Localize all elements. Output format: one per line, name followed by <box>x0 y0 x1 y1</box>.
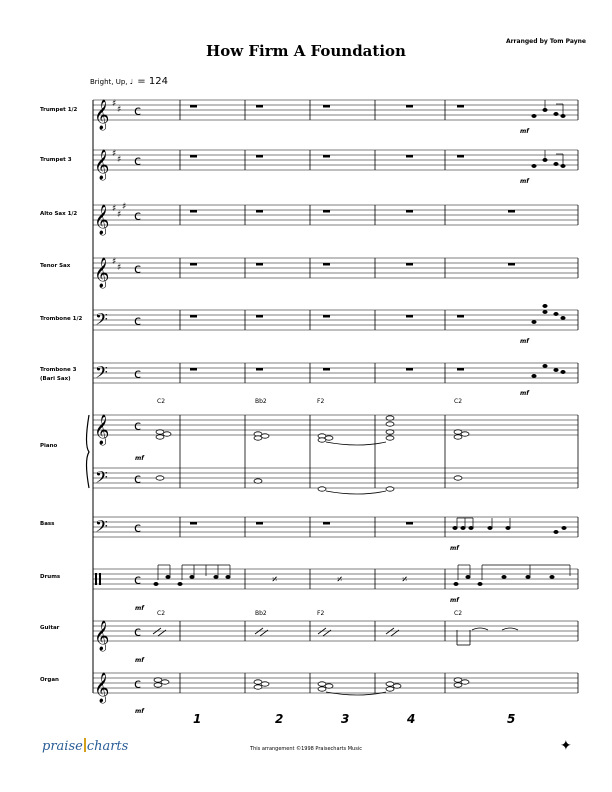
svg-text:c: c <box>134 521 142 536</box>
label-trumpet-3: Trumpet 3 <box>40 157 72 163</box>
chord-symbol: Bb2 <box>255 610 267 617</box>
dynamic-marking: mf <box>520 390 529 397</box>
staff-tenor-sax <box>93 258 578 278</box>
treble-clef-icon <box>94 99 109 704</box>
svg-text:c: c <box>134 209 142 224</box>
staff-guitar <box>93 621 578 641</box>
staff-trombone-3 <box>93 363 578 383</box>
tempo-text: Bright, Up, <box>90 78 128 86</box>
dynamic-marking: mf <box>520 178 529 185</box>
svg-text:♯: ♯ <box>117 105 122 115</box>
staff-trumpet-12 <box>93 100 578 120</box>
staff-trombone-12 <box>93 310 578 330</box>
barlines <box>180 100 578 693</box>
arranger-credit: Arranged by Tom Payne <box>505 38 586 45</box>
quarter-note-icon: ♩ <box>129 78 134 86</box>
staff-piano-bass <box>93 468 578 488</box>
label-bass: Bass <box>40 521 55 527</box>
time-signature <box>134 104 141 692</box>
label-bari-sax: (Bari Sax) <box>40 376 71 382</box>
dynamic-marking: mf <box>520 128 529 135</box>
dynamic-marking: mf <box>450 597 459 604</box>
chord-symbol: C2 <box>454 398 463 405</box>
svg-text:♯: ♯ <box>112 149 117 159</box>
bass-notes <box>453 518 566 534</box>
logo-text-right: charts <box>86 739 129 754</box>
measure-number: 3 <box>341 712 350 726</box>
svg-text:c: c <box>134 573 142 588</box>
svg-text:♯: ♯ <box>112 204 117 214</box>
dynamic-marking: mf <box>135 657 144 664</box>
label-tenor-sax: Tenor Sax <box>40 263 71 269</box>
measure-number: 5 <box>507 712 516 726</box>
svg-text:c: c <box>134 472 142 487</box>
svg-text:c: c <box>134 314 142 329</box>
publisher-mark-icon: ✦ <box>560 738 572 754</box>
svg-text:♯: ♯ <box>117 155 122 165</box>
chord-symbol: C2 <box>454 610 463 617</box>
chord-symbol: C2 <box>157 398 166 405</box>
svg-text:𝄢: 𝄢 <box>95 467 108 491</box>
chord-symbol: C2 <box>157 610 166 617</box>
svg-text:𝄢: 𝄢 <box>95 309 108 333</box>
logo-text-left: praise <box>42 739 83 754</box>
staff-drums <box>93 569 578 589</box>
label-alto-sax: Alto Sax 1/2 <box>40 211 78 217</box>
svg-text:𝄞: 𝄞 <box>94 673 110 703</box>
svg-text:𝄎: 𝄎 <box>272 573 278 586</box>
svg-text:♯: ♯ <box>117 210 122 220</box>
organ-chords <box>154 678 469 695</box>
copyright-notice: This arrangement ©1998 Praisecharts Music <box>250 746 362 752</box>
chord-symbol: Bb2 <box>255 398 267 405</box>
dynamic-marking: mf <box>135 708 144 715</box>
svg-text:𝄞: 𝄞 <box>94 621 110 651</box>
label-drums: Drums <box>40 574 61 580</box>
label-organ: Organ <box>40 677 59 683</box>
svg-text:𝄞: 𝄞 <box>94 415 110 445</box>
label-trombone-12: Trombone 1/2 <box>40 316 83 322</box>
svg-text:♯: ♯ <box>112 257 117 267</box>
svg-text:𝄞: 𝄞 <box>94 258 110 288</box>
svg-text:c: c <box>134 625 142 640</box>
svg-text:♯: ♯ <box>122 202 127 212</box>
label-trumpet-12: Trumpet 1/2 <box>40 107 78 113</box>
svg-text:c: c <box>134 677 142 692</box>
label-piano: Piano <box>40 443 58 449</box>
svg-text:c: c <box>134 262 142 277</box>
score-title: How Firm A Foundation <box>206 42 406 60</box>
svg-text:♯: ♯ <box>117 263 122 273</box>
label-guitar: Guitar <box>40 625 60 631</box>
dynamic-marking: mf <box>135 455 144 462</box>
drum-notes <box>154 565 570 586</box>
guitar-slashes <box>153 628 518 645</box>
svg-text:𝄞: 𝄞 <box>94 100 110 130</box>
svg-text:𝄢: 𝄢 <box>95 516 108 540</box>
piano-chords <box>156 416 469 494</box>
tempo-value: = 124 <box>137 76 168 87</box>
svg-text:𝄎: 𝄎 <box>402 573 408 586</box>
chord-symbol: F2 <box>317 610 325 617</box>
dynamic-marking: mf <box>135 605 144 612</box>
svg-text:𝄎: 𝄎 <box>337 573 343 586</box>
sharp-icon <box>112 99 126 273</box>
dynamic-marking: mf <box>450 545 459 552</box>
measure-number: 4 <box>407 712 416 726</box>
svg-text:c: c <box>134 104 142 119</box>
measure-number: 1 <box>193 712 202 726</box>
svg-text:c: c <box>134 154 142 169</box>
staff-bass <box>93 517 578 537</box>
svg-text:c: c <box>134 367 142 382</box>
label-trombone-3: Trombone 3 <box>40 367 77 373</box>
svg-text:𝄞: 𝄞 <box>94 205 110 235</box>
staff-trumpet-3 <box>93 150 578 170</box>
chord-symbol: F2 <box>317 398 325 405</box>
pickup-notes <box>532 100 565 378</box>
svg-text:♯: ♯ <box>112 99 117 109</box>
measure-number: 2 <box>275 712 284 726</box>
staff-alto-sax <box>93 205 578 225</box>
svg-text:c: c <box>134 419 142 434</box>
svg-text:𝄞: 𝄞 <box>94 150 110 180</box>
dynamic-marking: mf <box>520 338 529 345</box>
svg-text:𝄢: 𝄢 <box>95 362 108 386</box>
